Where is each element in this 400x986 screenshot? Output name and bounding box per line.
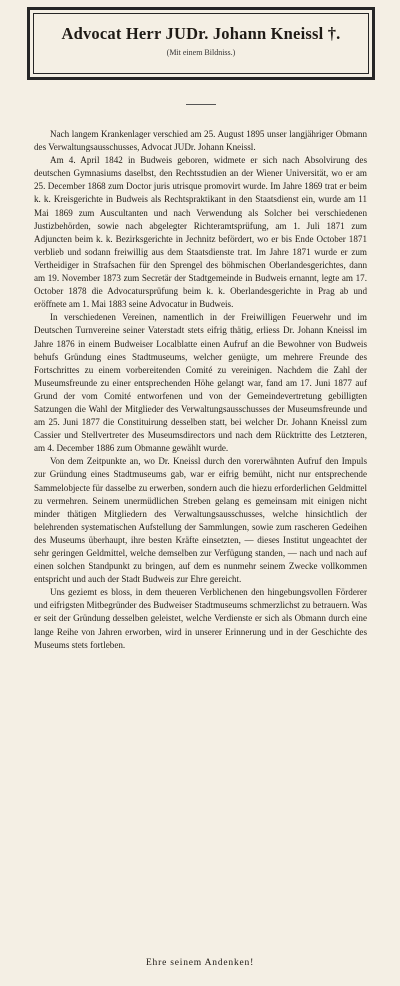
- obituary-body: [34, 128, 367, 652]
- title-frame: [27, 7, 375, 80]
- obituary-title: Advocat Herr JUDr. Johann Kneissl †.: [61, 24, 341, 43]
- closing-line: Ehre seinem Andenken!: [145, 958, 255, 968]
- paragraph: Nach langem Krankenlager verschied am 25. August 1895 unser langjähriger Obmann des Verwaltungsausschusses, Advocat JUDr. Johann Kneissl.: [34, 129, 367, 153]
- paragraph: Uns geziemt es bloss, in dem theueren Verblichenen den hingebungsvollen Förderer und eifrigsten Mitbegründer des Budweiser Stadtmuseums schmerzlichst zu betrauern. Was er seit der Gründung desselben geleistet, welche Verdienste er sich als Obmann durch eine lange Reihe von Jahren erworben, wird in unserer Erinnerung und in der Geschichte des Museums stets fortleben.: [34, 587, 367, 650]
- paragraph: In verschiedenen Vereinen, namentlich in der Freiwilligen Feuerwehr und im Deutschen Turnvereine seiner Vaterstadt stets eifrig thätig, erliess Dr. Johann Kneissl im Jahre 1876 in einem Budweiser Localblatte einen Aufruf an die Bewohner von Budweis behufs Gründung eines Stadtmuseums, welcher genügte, um mehrere Freunde des Fortschrittes zu einem vorbereitenden Comité zu vereinigen. Nachdem die Zahl der Museumsfreunde zu einer entsprechenden Höhe gelangt war, fand am 17. Juni 1877 auf Grund der vom Comité entworfenen und von der Gemeindevertretung gebilligten Satzungen die Wahl der Mitglieder des Verwaltungsausschusses der Museumsfreunde und am 25. Juni 1877 die Constituirung desselben statt, bei welcher Dr. Johann Kneissl zum Cassier und Stellvertreter des Museumsdirectors und nach dem Rücktritte des Letzteren, am 4. December 1886 zum Obmanne gewählt wurde.: [34, 312, 367, 454]
- paragraph: Am 4. April 1842 in Budweis geboren, widmete er sich nach Absolvirung des deutschen Gymnasiums daselbst, den Rechtsstudien an der Wiener Universität, wo er am 25. December 1868 zum Doctor juris utrisque promovirt wurde. Im Jahre 1869 trat er beim k. k. Kreisgerichte in Budweis als Rechtspraktikant in den Staatsdienst ein, wurde am 11 Mai 1869 zum Auscultanten und nach Verwendung als Solcher bei verschiedenen Justizbehörden, sowie nach abgelegter Richteramtsprüfung, am 1. Juli 1871 zum Adjuncten beim k. k. Bezirksgerichte in Jechnitz befördert, wo er bis Ende October 1871 verblieb und sodann freiwillig aus dem Staatsdienste trat. Im Jahre 1871 wurde er zum Vertheidiger in Strafsachen für den Sprengel des böhmischen Oberlandesgerichtes, dann am 19. November 1873 zum Secretär der Stadtgemeinde in Budweis ernannt, legte am 17. October 1878 die Advocatursprüfung beim k. k. Oberlandesgerichte in Prag ab und eröffnete am 1. Mai 1883 seine Advocatur in Budweis.: [34, 155, 367, 310]
- obituary-subtitle: (Mit einem Bildniss.): [166, 48, 236, 57]
- paragraph: Von dem Zeitpunkte an, wo Dr. Kneissl durch den vorerwähnten Aufruf den Impuls zur Gründung eines Stadtmuseums gab, war er eifrig bemüht, nicht nur entsprechende Sammelobjecte für dasselbe zu erwerben, sondern auch die hiezu erforderlichen Geldmittel zu vermehren. Seinem unermüdlichen Streben gelang es gemeinsam mit einigen nicht minder thätigen Mitgliedern des Verwaltungsausschusses, welche hinsichtlich der belehrenden systematischen Aufstellung der Sammlungen, sowie zum rascheren Gedeihen des Museums überhaupt, ihre besten Kräfte einsetzten, — dieses Institut ungeachtet der sehr geringen Geldmittel, welche demselben zur Verfügung standen, — nach und nach auf einen solchen Standpunkt zu bringen, auf dem es nunmehr seinem Zwecke vollkommen entspricht und auch der Stadt Budweis zur Ehre gereicht.: [34, 456, 367, 585]
- section-divider: [186, 104, 216, 105]
